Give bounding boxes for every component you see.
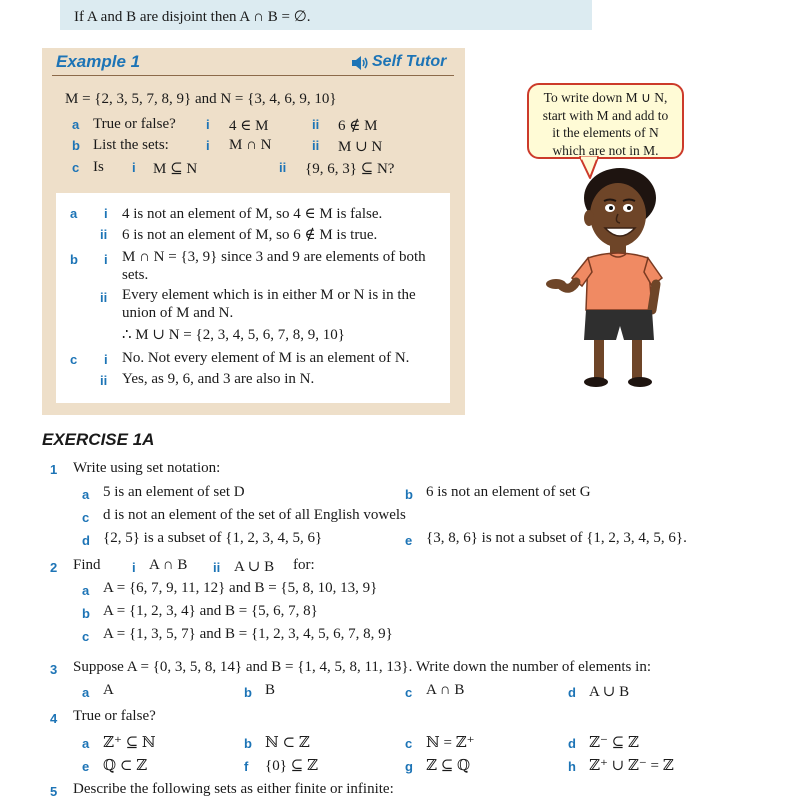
question-a-text: True or false? <box>93 116 176 132</box>
exercise-title: EXERCISE 1A <box>42 430 155 449</box>
exercise-q4-text: True or false? <box>73 708 156 724</box>
exercise-q1-text: Write using set notation: <box>73 460 221 476</box>
solution-b-ii-line2: union of M and N. <box>122 305 234 321</box>
q4-d-label: d <box>568 736 576 751</box>
question-c-label: c <box>72 160 80 175</box>
question-c-ii-label: ii <box>279 160 287 175</box>
q4-h-text: ℤ⁺ ∪ ℤ⁻ = ℤ <box>589 758 674 774</box>
q3-c-text: A ∩ B <box>426 682 465 698</box>
exercise-q2-text: Find <box>73 557 101 573</box>
question-c-ii: {9, 6, 3} ⊆ N? <box>305 161 395 177</box>
definition-text: If A and B are disjoint then A ∩ B = ∅. <box>74 9 311 25</box>
solution-a-i-text: 4 is not an element of M, so 4 ∈ M is false. <box>122 206 383 222</box>
solution-a-label: a <box>70 206 78 221</box>
q2-c-label: c <box>82 629 90 644</box>
question-b-text: List the sets: <box>93 137 169 153</box>
solution-b-i-line2: sets. <box>122 267 149 283</box>
solution-c-i-text: No. Not every element of M is an element of N. <box>122 350 410 366</box>
solution-a-i-label: i <box>104 206 108 221</box>
q3-b-label: b <box>244 685 252 700</box>
question-b-label: b <box>72 138 80 153</box>
self-tutor-link[interactable]: Self Tutor <box>372 53 447 70</box>
q1-b-label: b <box>405 487 413 502</box>
q4-f-label: f <box>244 759 249 774</box>
question-a-i: 4 ∈ M <box>229 118 269 134</box>
exercise-q3-text: Suppose A = {0, 3, 5, 8, 14} and B = {1, 4, 5, 8, 11, 13}. Write down the number of elements in: <box>73 659 651 675</box>
solution-b-ii-line1: Every element which is in either M or N is in the <box>122 287 416 303</box>
q2-ii-text: A ∪ B <box>234 559 275 575</box>
q3-c-label: c <box>405 685 413 700</box>
q2-ii-label: ii <box>213 560 221 575</box>
question-b-i: M ∩ N <box>229 137 272 153</box>
q1-b-text: 6 is not an element of set G <box>426 484 591 500</box>
q1-e-text: {3, 8, 6} is not a subset of {1, 2, 3, 4, 5, 6}. <box>426 530 687 546</box>
q3-d-text: A ∪ B <box>589 684 630 700</box>
q1-d-label: d <box>82 533 90 548</box>
q3-a-label: a <box>82 685 90 700</box>
q2-for-text: for: <box>293 557 315 573</box>
q1-d-text: {2, 5} is a subset of {1, 2, 3, 4, 5, 6} <box>103 530 323 546</box>
solution-b-label: b <box>70 252 78 267</box>
question-a-ii: 6 ∉ M <box>338 118 378 134</box>
solution-b-i-label: i <box>104 252 108 267</box>
q4-c-text: ℕ = ℤ⁺ <box>426 735 475 751</box>
speech-bubble-line: start with M and add to <box>542 107 669 123</box>
q4-g-label: g <box>405 759 413 774</box>
q2-a-text: A = {6, 7, 9, 11, 12} and B = {5, 8, 10, 13, 9} <box>103 580 378 596</box>
tutor-character-illustration <box>540 160 700 400</box>
question-c-i-label: i <box>132 160 136 175</box>
q4-b-text: ℕ ⊂ ℤ <box>265 735 310 751</box>
exercise-q2-number: 2 <box>50 560 58 575</box>
q1-c-label: c <box>82 510 90 525</box>
question-a-label: a <box>72 117 80 132</box>
solution-c-label: c <box>70 352 78 367</box>
exercise-q4-number: 4 <box>50 711 58 726</box>
q3-a-text: A <box>103 682 114 698</box>
speech-bubble-line: it the elements of N <box>552 125 659 140</box>
solution-a-ii-label: ii <box>100 227 108 242</box>
solution-b-ii-label: ii <box>100 290 108 305</box>
exercise-q5-number: 5 <box>50 784 58 799</box>
q4-e-label: e <box>82 759 90 774</box>
q4-g-text: ℤ ⊆ ℚ <box>426 758 471 774</box>
q3-d-label: d <box>568 685 576 700</box>
q2-c-text: A = {1, 3, 5, 7} and B = {1, 2, 3, 4, 5, 6, 7, 8, 9} <box>103 626 393 642</box>
q4-a-label: a <box>82 736 90 751</box>
question-c-text: Is <box>93 159 104 175</box>
q1-a-text: 5 is an element of set D <box>103 484 245 500</box>
solution-c-i-label: i <box>104 352 108 367</box>
q4-e-text: ℚ ⊂ ℤ <box>103 758 148 774</box>
q4-f-text: {0} ⊆ ℤ <box>265 758 318 774</box>
q4-d-text: ℤ⁻ ⊆ ℤ <box>589 735 639 751</box>
q2-b-text: A = {1, 2, 3, 4} and B = {5, 6, 7, 8} <box>103 603 318 619</box>
solution-c-ii-text: Yes, as 9, 6, and 3 are also in N. <box>122 371 315 387</box>
q4-a-text: ℤ⁺ ⊆ ℕ <box>103 735 156 751</box>
q1-c-text: d is not an element of the set of all English vowels <box>103 507 406 523</box>
solution-a-ii-text: 6 is not an element of M, so 6 ∉ M is true. <box>122 227 378 243</box>
example-given-sets: M = {2, 3, 5, 7, 8, 9} and N = {3, 4, 6, 9, 10} <box>65 91 337 107</box>
speech-bubble-line: To write down M ∪ N, <box>543 90 668 105</box>
q2-b-label: b <box>82 606 90 621</box>
speaker-icon[interactable] <box>351 55 369 76</box>
exercise-q3-number: 3 <box>50 662 58 677</box>
q3-b-text: B <box>265 682 276 698</box>
q1-e-label: e <box>405 533 413 548</box>
q4-c-label: c <box>405 736 413 751</box>
question-c-i: M ⊆ N <box>153 161 198 177</box>
exercise-q5-text: Describe the following sets as either finite or infinite: <box>73 781 394 797</box>
q1-a-label: a <box>82 487 90 502</box>
question-b-ii: M ∪ N <box>338 139 383 155</box>
question-a-ii-label: ii <box>312 117 320 132</box>
exercise-q1-number: 1 <box>50 462 58 477</box>
question-b-ii-label: ii <box>312 138 320 153</box>
q2-i-label: i <box>132 560 136 575</box>
question-a-i-label: i <box>206 117 210 132</box>
q2-i-text: A ∩ B <box>149 557 188 573</box>
q2-a-label: a <box>82 583 90 598</box>
solution-b-i-line1: M ∩ N = {3, 9} since 3 and 9 are elements of both <box>122 249 426 265</box>
example-title: Example 1 <box>56 52 141 71</box>
q4-b-label: b <box>244 736 252 751</box>
solution-b-ii-line3: ∴ M ∪ N = {2, 3, 4, 5, 6, 7, 8, 9, 10} <box>122 327 345 343</box>
question-b-i-label: i <box>206 138 210 153</box>
speech-bubble-line: which are not in M. <box>552 142 659 158</box>
speech-bubble <box>527 83 684 159</box>
q4-h-label: h <box>568 759 576 774</box>
solution-c-ii-label: ii <box>100 373 108 388</box>
